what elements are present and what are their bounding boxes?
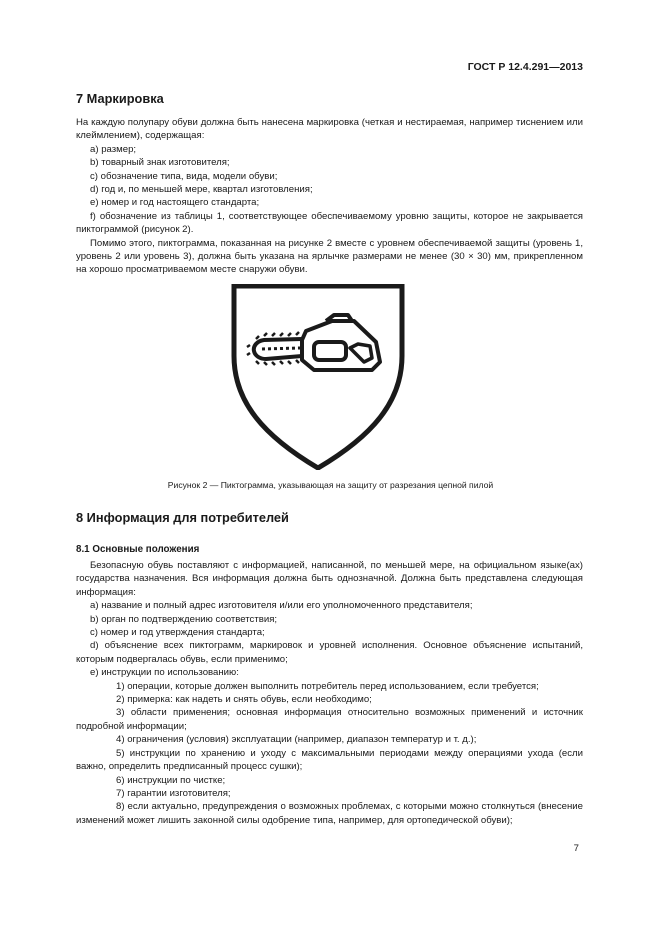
list-item: e) инструкции по использованию: xyxy=(90,667,239,679)
page-number: 7 xyxy=(573,843,579,854)
section-8-body xyxy=(76,559,583,827)
list-item: f) обозначение из таблицы 1, соответствующее обеспечиваемому уровню защиты, которое не закрывается пиктограммой (рисунок 2). xyxy=(76,210,583,236)
list-item: b) орган по подтверждению соответствия; xyxy=(90,613,278,625)
list-item: c) номер и год утверждения стандарта; xyxy=(90,627,265,639)
section-7-body xyxy=(76,116,583,277)
section-7-extra: Помимо этого, пиктограмма, показанная на рисунке 2 вместе с уровнем обеспечиваемой защиты (уровень 1, уровень 2 или уровень 3), должна быть указана на ярлычке размерами не менее (30 × 30) мм, прикрепленном на хорошо просматриваемом месте снаружи обуви. xyxy=(76,237,583,276)
document-id: ГОСТ Р 12.4.291—2013 xyxy=(467,61,583,73)
sub-list-item: 6) инструкции по чистке; xyxy=(116,774,226,786)
list-item: a) название и полный адрес изготовителя и/или его уполномоченного представителя; xyxy=(90,600,473,612)
section-8 xyxy=(76,511,583,524)
section-7 xyxy=(76,92,583,105)
sub-list-item: 8) если актуально, предупреждения о возможных проблемах, с которыми можно столкнуться (внесение изменений может лишить законной силы одобрение типа, например, для ортопедической обуви); xyxy=(76,801,583,826)
list-item: c) обозначение типа, вида, модели обуви; xyxy=(90,170,278,182)
section-8-1-heading: 8.1 Основные положения xyxy=(76,544,200,555)
figure-caption: Рисунок 2 — Пиктограмма, указывающая на защиту от разрезания цепной пилой xyxy=(167,480,494,490)
sub-list-item: 3) области применения; основная информация относительно возможных применений и источник подробной информации; xyxy=(76,707,583,732)
sub-list-item: 5) инструкции по хранению и уходу с максимальными периодами между операциями ухода (если важно, определить предписанный процесс сушки); xyxy=(76,747,583,773)
section-8-1 xyxy=(76,543,583,556)
section-7-intro: На каждую полупару обуви должна быть нанесена маркировка (четкая и нестираемая, например тиснением или клеймлением), содержащая: xyxy=(76,117,583,142)
list-item: d) объяснение всех пиктограмм, маркировок и уровней исполнения. Основное объяснение испытаний, которым подвергалась обувь, если применимо; xyxy=(76,640,583,665)
section-8-intro: Безопасную обувь поставляют с информацией, написанной, по меньшей мере, на официальном языке(ах) государства назначения. Вся информация должна быть однозначной. Должна быть представлена следующая информация: xyxy=(76,560,583,598)
list-item: a) размер; xyxy=(90,143,137,155)
list-item: b) товарный знак изготовителя; xyxy=(90,157,230,169)
list-item: d) год и, по меньшей мере, квартал изготовления; xyxy=(90,184,313,196)
sub-list-item: 1) операции, которые должен выполнить потребитель перед использованием, если требуется; xyxy=(116,680,539,692)
sub-list-item: 4) ограничения (условия) эксплуатации (например, диапазон температур и т. д.); xyxy=(116,734,477,746)
list-item: e) номер и год настоящего стандарта; xyxy=(90,197,260,209)
sub-list-item: 2) примерка: как надеть и снять обувь, если необходимо; xyxy=(116,694,372,706)
section-7-heading: 7 Маркировка xyxy=(76,91,164,106)
section-8-heading: 8 Информация для потребителей xyxy=(76,510,289,525)
chainsaw-shield-icon xyxy=(230,284,406,470)
sub-list-item: 7) гарантии изготовителя; xyxy=(116,787,231,799)
